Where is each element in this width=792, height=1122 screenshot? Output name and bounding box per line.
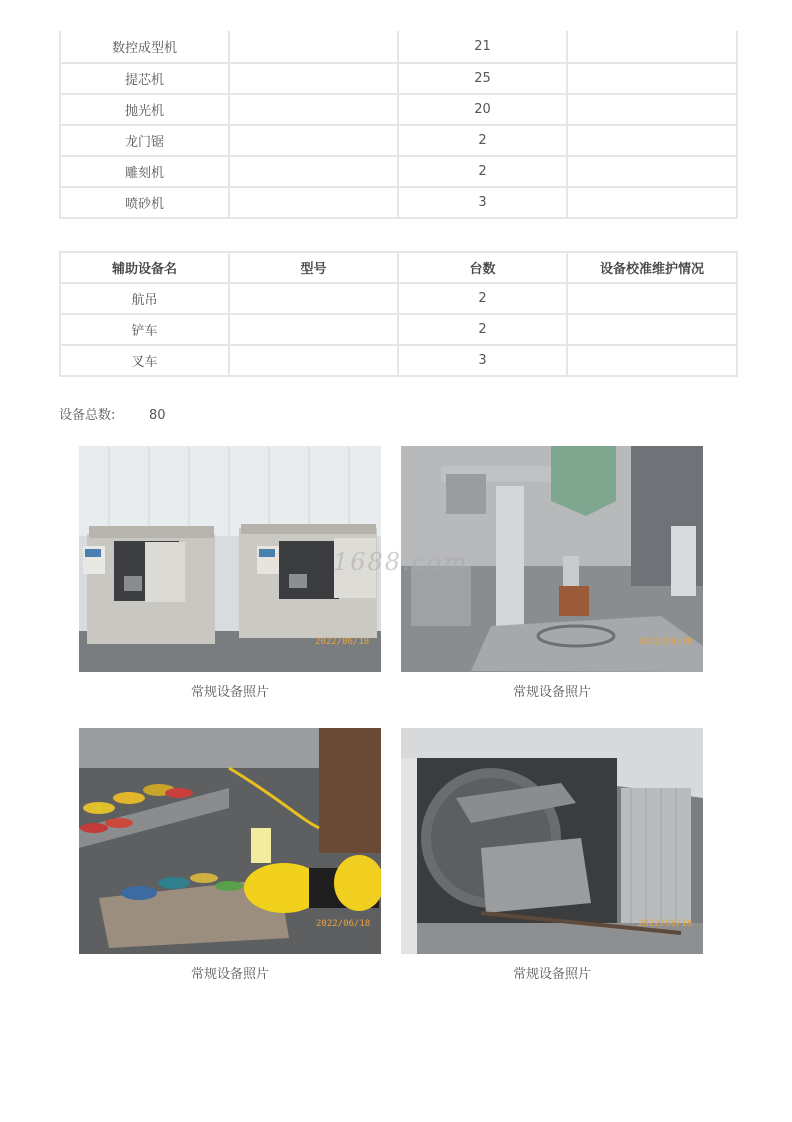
maintenance-cell [567,156,737,187]
count-cell: 20 [398,94,567,125]
watermark: 1688.com [333,548,469,576]
count-cell: 2 [398,156,567,187]
count-cell: 2 [398,125,567,156]
model-cell [229,187,398,218]
auxiliary-equipment-table [59,251,738,377]
equipment-total [59,406,166,426]
model-cell [229,283,398,314]
count-cell: 25 [398,63,567,94]
model-cell [229,63,398,94]
model-cell [229,125,398,156]
column-header-maintenance: 设备校准维护情况 [567,252,737,283]
equipment-photo-gantry-saw [401,728,703,954]
table-row [60,314,737,345]
date-stamp: 2022/06/18 [315,637,370,647]
maintenance-cell [567,63,737,94]
table-header-row [60,252,737,283]
equipment-photo-polishing-tools [79,728,381,954]
maintenance-cell [567,187,737,218]
date-stamp: 2022/06/18 [316,919,371,929]
table-row [60,94,737,125]
maintenance-cell [567,283,737,314]
count-cell: 21 [398,31,567,63]
count-cell: 2 [398,314,567,345]
model-cell [229,94,398,125]
equipment-name-cell: 抛光机 [60,94,229,125]
total-label: 设备总数: [59,408,116,423]
equipment-name-cell: 提芯机 [60,63,229,94]
photo-caption: 常规设备照片 [512,685,591,700]
equipment-name-cell: 航吊 [60,283,229,314]
column-header-name: 辅助设备名 [60,252,229,283]
table-row [60,283,737,314]
total-value: 80 [149,408,166,423]
table-row [60,156,737,187]
equipment-name-cell: 叉车 [60,345,229,376]
table-row [60,125,737,156]
maintenance-cell [567,31,737,63]
maintenance-cell [567,345,737,376]
equipment-table [59,31,738,219]
maintenance-cell [567,314,737,345]
photo-caption: 常规设备照片 [190,685,269,700]
model-cell [229,156,398,187]
table-row [60,345,737,376]
maintenance-cell [567,94,737,125]
photo-caption: 常规设备照片 [512,967,591,982]
table-row [60,63,737,94]
column-header-count: 台数 [398,252,567,283]
model-cell [229,314,398,345]
column-header-model: 型号 [229,252,398,283]
maintenance-cell [567,125,737,156]
count-cell: 3 [398,345,567,376]
table-row [60,31,737,63]
table-row [60,187,737,218]
equipment-name-cell: 喷砂机 [60,187,229,218]
date-stamp: 2022/06/18 [638,919,693,929]
photo-caption: 常规设备照片 [190,967,269,982]
model-cell [229,345,398,376]
equipment-name-cell: 铲车 [60,314,229,345]
count-cell: 2 [398,283,567,314]
equipment-name-cell: 数控成型机 [60,31,229,63]
date-stamp: 2022/06/18 [638,637,693,647]
equipment-name-cell: 雕刻机 [60,156,229,187]
count-cell: 3 [398,187,567,218]
equipment-name-cell: 龙门锯 [60,125,229,156]
model-cell [229,31,398,63]
